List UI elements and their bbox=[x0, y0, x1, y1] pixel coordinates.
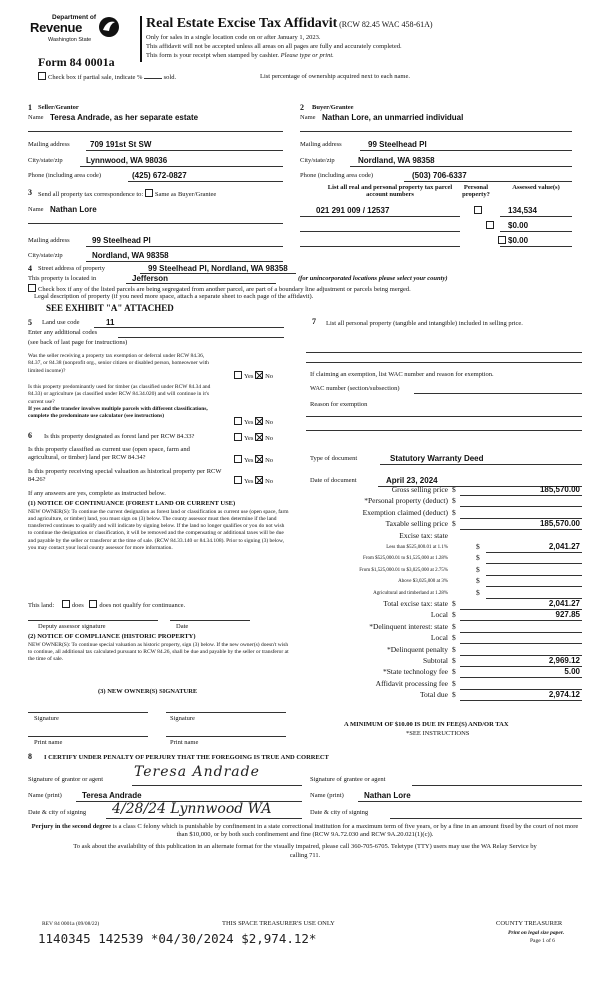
parcel-row-2-personal-checkbox[interactable] bbox=[486, 221, 494, 229]
grantee-name-rule bbox=[358, 801, 582, 802]
doc-type[interactable]: Statutory Warranty Deed bbox=[390, 454, 484, 463]
sec6-q3-yes-checkbox[interactable] bbox=[234, 476, 242, 484]
parcel-row-1-rule bbox=[300, 216, 460, 217]
tax-row-dollar: $ bbox=[452, 656, 456, 665]
sec6-q3-no-checkbox[interactable] bbox=[255, 476, 263, 484]
tax-calculation-table bbox=[300, 486, 582, 711]
sec6-q2-answer bbox=[234, 455, 273, 464]
buyer-city-rule bbox=[350, 166, 572, 167]
sec6-q3-answer bbox=[234, 476, 273, 485]
segregation-checkbox[interactable] bbox=[28, 284, 36, 292]
seller-city-rule bbox=[80, 166, 283, 167]
header-line-3-text: This form is your receipt when stamped by cashier. bbox=[146, 52, 280, 59]
tax-row-label: From $525,000.01 to $1,525,000 at 1.28% bbox=[363, 556, 448, 562]
owner-print-rule-1 bbox=[28, 736, 148, 737]
seller-phone-rule bbox=[128, 181, 283, 182]
perjury-text: is a class C felony which is punishable by confinement in a state correctional institution for a maximum term of five years, or by a fine in an amount fixed by the court of not more than $10,000, or by both such confinement and fine (RCW 9A.72.030 and RCW 9A.20.021(1)(c)). bbox=[110, 823, 579, 839]
sec3-mail-rule bbox=[86, 246, 283, 247]
seller-city-label: City/state/zip bbox=[28, 157, 63, 164]
parcel-row-2-value-rule bbox=[500, 231, 572, 232]
same-as-buyer-label: Same as Buyer/Grantee bbox=[154, 191, 217, 198]
tax-row-dollar: $ bbox=[452, 507, 456, 517]
unincorporated-note: (for unincorporated locations please select your county) bbox=[298, 275, 448, 282]
this-land-label: This land: bbox=[28, 602, 55, 609]
located-in-label: This property is located in bbox=[28, 275, 97, 282]
perjury-bold: Perjury in the second degree bbox=[31, 823, 111, 830]
tax-row-value[interactable]: 2,974.12 bbox=[548, 690, 580, 700]
tax-row-dollar: $ bbox=[452, 690, 456, 700]
tax-row-rule bbox=[460, 643, 582, 644]
grantor-sig-label: Signature of grantor or agent bbox=[28, 776, 104, 783]
no-text: No bbox=[265, 478, 274, 485]
logo-state: Washington State bbox=[48, 37, 92, 43]
exhibit-attached[interactable]: SEE EXHIBIT "A" ATTACHED bbox=[46, 303, 174, 313]
tax-row-label: *Delinquent interest: state bbox=[369, 621, 448, 631]
tax-row-rule bbox=[460, 632, 582, 633]
county-treasurer: COUNTY TREASURER bbox=[496, 920, 563, 927]
land-not-qualify-label: does not qualify for continuance. bbox=[99, 602, 186, 609]
tax-row-rule bbox=[486, 552, 582, 553]
partial-sale-label: Check box if partial sale, indicate % bbox=[48, 74, 143, 81]
tax-row-value[interactable]: 2,041.27 bbox=[548, 542, 580, 551]
partial-sale-row bbox=[38, 72, 176, 81]
sec4-number: 4 bbox=[28, 264, 32, 273]
land-use-label: Land use code bbox=[42, 319, 80, 326]
segregation-label: Check box if any of the listed parcels are being segregated from another parcel, are part of a boundary line adjustment or parcels being merged. bbox=[38, 286, 411, 293]
tax-row-value[interactable]: 185,570.00 bbox=[539, 485, 580, 494]
grantor-signature-mark: Teresa Andrade bbox=[134, 764, 260, 780]
doc-type-label: Type of document bbox=[310, 455, 358, 462]
grantee-date-label: Date & city of signing bbox=[310, 809, 369, 816]
sec3-city[interactable]: Nordland, WA 98358 bbox=[92, 251, 169, 260]
seller-mail[interactable]: 709 191st St SW bbox=[90, 140, 152, 149]
tax-row-dollar: $ bbox=[452, 496, 456, 506]
tax-row-value[interactable]: 927.85 bbox=[555, 610, 580, 620]
sec5-number: 5 bbox=[28, 318, 32, 327]
tax-row-dollar: $ bbox=[476, 576, 480, 586]
sec3-row bbox=[38, 189, 216, 198]
tax-row-label: *State technology fee bbox=[383, 667, 448, 677]
buyer-mail-label: Mailing address bbox=[300, 141, 342, 148]
doc-type-rule bbox=[380, 464, 582, 465]
no-text: No bbox=[265, 435, 274, 442]
same-as-buyer-checkbox[interactable] bbox=[145, 189, 153, 197]
buyer-phone-label: Phone (including area code) bbox=[300, 172, 374, 179]
tax-row-value[interactable]: 2,041.27 bbox=[548, 599, 580, 608]
reason-rule-1 bbox=[306, 416, 582, 417]
land-use-rule bbox=[94, 327, 284, 328]
parcel-row-1-personal-checkbox[interactable] bbox=[474, 206, 482, 214]
deputy-signature-rule bbox=[28, 620, 158, 621]
tax-row-dollar: $ bbox=[476, 542, 480, 551]
alt-format-note: To ask about the availability of this publication in an alternate format for the visually impaired, please call 360-705-6705. Teletype (TTY) users may use the WA Relay Service by calling 711. bbox=[73, 843, 537, 860]
tax-row-dollar: $ bbox=[476, 564, 480, 574]
treasurer-use: THIS SPACE TREASURER'S USE ONLY bbox=[222, 920, 335, 927]
sec6-q2-yes-checkbox[interactable] bbox=[234, 455, 242, 463]
grantee-sig-rule bbox=[412, 785, 582, 786]
grantee-name-label: Name (print) bbox=[310, 792, 344, 799]
sec3-mail-label: Mailing address bbox=[28, 237, 70, 244]
sec5-q1-answer bbox=[234, 371, 273, 380]
buyer-city-label: City/state/zip bbox=[300, 157, 335, 164]
sec5-q2-answer bbox=[234, 417, 273, 426]
parcel-row-2-value[interactable]: $0.00 bbox=[508, 221, 529, 230]
land-does-checkbox[interactable] bbox=[62, 600, 70, 608]
buyer-phone-rule bbox=[404, 181, 572, 182]
partial-list-note: List percentage of ownership acquired next to each name. bbox=[260, 73, 410, 80]
reason-rule-2 bbox=[306, 430, 582, 431]
grantee-name-print[interactable]: Nathan Lore bbox=[364, 791, 411, 800]
no-text: No bbox=[265, 457, 274, 464]
legal-size-note: Print on legal size paper. bbox=[508, 930, 565, 936]
yes-label: Yes bbox=[244, 419, 254, 426]
header-line-3 bbox=[146, 52, 334, 59]
tax-row-dollar: $ bbox=[452, 519, 456, 529]
tax-row-dollar: $ bbox=[476, 553, 480, 563]
grantor-sig-rule bbox=[132, 785, 302, 786]
sec3-text: Send all property tax correspondence to: bbox=[38, 191, 144, 198]
revenue-swirl-icon bbox=[98, 16, 120, 38]
sec6-if-yes: If any answers are yes, complete as instructed below. bbox=[28, 490, 166, 497]
tax-row-label: *Delinquent penalty bbox=[386, 644, 448, 654]
sec3-city-rule bbox=[86, 261, 283, 262]
sec3-city-label: City/state/zip bbox=[28, 252, 63, 259]
sec5-q1: Was the seller receiving a property tax exemption or deferral under RCW 84.36, 84.37, or 84.38 (nonprofit org., senior citizen or disabled person, homeowner with limited income)? bbox=[28, 353, 209, 374]
owner-sig-rule-1 bbox=[28, 712, 148, 713]
sec1-number: 1 bbox=[28, 103, 32, 112]
tax-row-dollar: $ bbox=[452, 610, 456, 620]
grantor-date-label: Date & city of signing bbox=[28, 809, 87, 816]
land-does-label: does bbox=[71, 602, 84, 609]
tax-row-label: Affidavit processing fee bbox=[375, 678, 448, 688]
tax-row-rule bbox=[460, 700, 582, 701]
perjury-statement bbox=[28, 823, 582, 840]
exemption-reason-label: Reason for exemption bbox=[310, 401, 368, 408]
tax-row-rule bbox=[460, 620, 582, 621]
land-use-code[interactable]: 11 bbox=[106, 318, 115, 327]
tax-row-dollar: $ bbox=[452, 667, 456, 677]
grantor-date-city[interactable]: 4/28/24 Lynnwood WA bbox=[112, 801, 272, 817]
header-line-2: This affidavit will not be accepted unless all areas on all pages are fully and accurately completed. bbox=[146, 43, 402, 50]
grantor-date-rule bbox=[106, 818, 302, 819]
notice-2-title: (2) NOTICE OF COMPLIANCE (HISTORIC PROPERTY) bbox=[28, 633, 196, 640]
deputy-date-rule bbox=[170, 620, 250, 621]
seller-phone-label: Phone (including area code) bbox=[28, 172, 102, 179]
form-title-ref: (RCW 82.45 WAC 458-61A) bbox=[339, 20, 433, 29]
parcel-row-1-value-rule bbox=[500, 216, 572, 217]
sec2-heading: Buyer/Grantee bbox=[312, 104, 354, 111]
header-line-3-italic: Please type or print. bbox=[280, 52, 334, 59]
sec3-name-label: Name bbox=[28, 206, 44, 213]
owner-print-label-1: Print name bbox=[34, 739, 63, 746]
tax-row-dollar: $ bbox=[452, 644, 456, 654]
sec7-number: 7 bbox=[312, 317, 316, 326]
certify-text: I CERTIFY UNDER PENALTY OF PERJURY THAT THE FOREGOING IS TRUE AND CORRECT bbox=[44, 754, 329, 761]
owner-sig-rule-2 bbox=[166, 712, 286, 713]
see-back-note: (see back of last page for instructions) bbox=[28, 339, 128, 346]
revenue-logo bbox=[28, 14, 122, 54]
deputy-date-label: Date bbox=[176, 623, 189, 630]
partial-percent-field[interactable] bbox=[144, 78, 162, 79]
sec3-name[interactable]: Nathan Lore bbox=[50, 205, 97, 214]
grantor-name-print[interactable]: Teresa Andrade bbox=[82, 791, 142, 800]
buyer-mail-rule bbox=[360, 150, 572, 151]
grantee-sig-label: Signature of grantee or agent bbox=[310, 776, 386, 783]
additional-codes-rule bbox=[118, 337, 284, 338]
parcel-row-1-value[interactable]: 134,534 bbox=[508, 206, 537, 215]
tax-row-label: Exemption claimed (deduct) bbox=[362, 507, 448, 517]
tax-row-label: Agricultural and timberland at 1.28% bbox=[373, 590, 448, 596]
buyer-mail[interactable]: 99 Steelhead Pl bbox=[368, 140, 427, 149]
sec6-q2-no-checkbox[interactable] bbox=[255, 455, 263, 463]
yes-text: Yes bbox=[244, 478, 254, 485]
yes-text: Yes bbox=[244, 435, 254, 442]
partial-sold-label: sold. bbox=[163, 74, 177, 81]
tax-row-dollar: $ bbox=[476, 587, 480, 597]
tax-row-rule bbox=[486, 586, 582, 587]
form-title-block bbox=[146, 16, 433, 32]
cashier-stamp: 1140345 142539 *04/30/2024 $2,974.12* bbox=[38, 931, 317, 946]
tax-row-dollar: $ bbox=[452, 678, 456, 688]
buyer-city[interactable]: Nordland, WA 98358 bbox=[358, 156, 435, 165]
tax-row-value[interactable]: 2,969.12 bbox=[548, 656, 580, 665]
tax-row-label: *Personal property (deduct) bbox=[364, 496, 448, 506]
seller-mail-rule bbox=[86, 150, 283, 151]
sec3-number: 3 bbox=[28, 188, 32, 197]
yes-label: Yes bbox=[244, 373, 254, 380]
sec5-q2-yes-checkbox[interactable] bbox=[234, 417, 242, 425]
tax-row-dollar: $ bbox=[452, 485, 456, 494]
form-number: Form 84 0001a bbox=[38, 55, 115, 69]
wac-number-rule bbox=[414, 393, 582, 394]
tax-row-label: Local bbox=[430, 633, 448, 643]
tax-row-dollar: $ bbox=[452, 633, 456, 643]
this-land-row bbox=[28, 600, 185, 609]
land-not-qualify-checkbox[interactable] bbox=[89, 600, 97, 608]
tax-row-dollar: $ bbox=[452, 599, 456, 608]
buyer-name-rule bbox=[300, 131, 572, 132]
sec2-number: 2 bbox=[300, 103, 304, 112]
parcel-row-3-value-rule bbox=[500, 246, 572, 247]
sec6-q1-no-checkbox[interactable] bbox=[255, 433, 263, 441]
tax-row-label: Less than $525,000.01 at 1.1% bbox=[386, 545, 448, 550]
sec5-q2-calculator: If yes and the transfer involves multiple parcels with different classifications, complete the predominate use calculator (see instructions) bbox=[28, 406, 208, 420]
parcel-header-personal: Personal property? bbox=[462, 184, 490, 199]
tax-row-rule bbox=[460, 495, 582, 496]
personal-property-rule-1 bbox=[306, 352, 582, 353]
buyer-name-label: Name bbox=[300, 114, 316, 121]
parcel-row-3-rule bbox=[300, 246, 460, 247]
grantor-name-label: Name (print) bbox=[28, 792, 62, 799]
parcel-row-3-personal-checkbox[interactable] bbox=[498, 236, 506, 244]
tax-row-label: Taxable selling price bbox=[385, 519, 448, 529]
county-select[interactable]: Jefferson bbox=[132, 274, 169, 283]
logo-revenue: Revenue bbox=[30, 20, 83, 35]
tax-row-rule bbox=[460, 506, 582, 507]
parcel-row-1-number[interactable]: 021 291 009 / 12537 bbox=[316, 206, 390, 215]
notice-1-title: (1) NOTICE OF CONTINUANCE (FOREST LAND OR CURRENT USE) bbox=[28, 500, 236, 507]
seller-city[interactable]: Lynnwood, WA 98036 bbox=[86, 156, 168, 165]
notice-3-title: (3) NEW OWNER(S) SIGNATURE bbox=[98, 688, 198, 695]
tax-row-dollar: $ bbox=[452, 621, 456, 631]
no-label: No bbox=[265, 419, 274, 426]
sec7-text: List all personal property (tangible and intangible) included in selling price. bbox=[326, 320, 523, 327]
tax-row-rule bbox=[486, 575, 582, 576]
owner-sig-label-1: Signature bbox=[34, 715, 59, 722]
owner-sig-label-2: Signature bbox=[170, 715, 195, 722]
grantor-signature[interactable] bbox=[134, 764, 304, 786]
tax-row-value[interactable]: 185,570.00 bbox=[539, 519, 580, 529]
owner-print-label-2: Print name bbox=[170, 739, 199, 746]
buyer-phone[interactable]: (503) 706-6337 bbox=[412, 171, 467, 180]
tax-row-label: Local bbox=[430, 610, 448, 620]
minimum-fee-note: A MINIMUM OF $10.00 IS DUE IN FEE(S) AND/OR TAX bbox=[344, 721, 509, 728]
parcel-header-numbers: List all real and personal property tax parcel account numbers bbox=[327, 184, 453, 199]
doc-date-label: Date of document bbox=[310, 477, 357, 484]
sec8-number: 8 bbox=[28, 752, 32, 761]
sec6-q3: Is this property receiving special valuation as historical property per RCW 84.26? bbox=[28, 468, 222, 484]
tax-row-rule bbox=[460, 529, 582, 530]
sec5-q1-no-checkbox[interactable] bbox=[255, 371, 263, 379]
buyer-name[interactable]: Nathan Lore, an unmarried individual bbox=[322, 113, 464, 122]
wac-number-label: WAC number (section/subsection) bbox=[310, 385, 400, 392]
notice-1-body: NEW OWNER(S): To continue the current designation as forest land or classification as current use (open space, farm and agriculture, or timber) land, you must sign on (3) below. The county assessor must then determine if the land transferred continues to qualify and will indicate by signing below. If the land no longer qualifies or you do not wish to continue the designation or classification, it will be removed and the compensating or additional taxes will be due and payable by the seller or transferor at the time of sale. (RCW 84.33.140 or 84.34.108). Prior to signing (3) below, you may contact your local county assessor for more information. bbox=[28, 509, 289, 551]
tax-row-label: Subtotal bbox=[422, 656, 448, 665]
rev-number: REV 84 0001a (09/08/22) bbox=[42, 921, 100, 927]
tax-row-rule bbox=[486, 563, 582, 564]
property-address[interactable]: 99 Steelhead Pl, Nordland, WA 98358 bbox=[148, 264, 288, 273]
sec3-name-rule bbox=[28, 223, 283, 224]
seller-mail-label: Mailing address bbox=[28, 141, 70, 148]
header-line-1: Only for sales in a single location code on or after January 1, 2023. bbox=[146, 34, 321, 41]
form-title: Real Estate Excise Tax Affidavit bbox=[146, 16, 338, 31]
tax-row-label: From $1,525,000.01 to $3,025,000 at 2.75% bbox=[359, 567, 448, 573]
notice-2-body: NEW OWNER(S): To continue special valuation as historic property, sign (3) below. If the new owner(s) doesn't wish to continue, all additional tax calculated pursuant to RCW 84.26, shall be due and payable by the seller or transferor at the time of sale. bbox=[28, 642, 289, 663]
tax-row-value[interactable]: 5.00 bbox=[564, 667, 580, 677]
header-rule bbox=[140, 16, 142, 62]
seller-name-rule bbox=[28, 131, 283, 132]
partial-sale-checkbox[interactable] bbox=[38, 72, 46, 80]
tax-row-label: Gross selling price bbox=[391, 485, 448, 494]
page-number: Page 1 of 6 bbox=[530, 938, 555, 944]
sec1-heading: Seller/Grantor bbox=[38, 104, 79, 111]
deputy-signature-label: Deputy assessor signature bbox=[38, 623, 106, 630]
parcel-row-2-rule bbox=[300, 231, 460, 232]
sec6-q1-yes-checkbox[interactable] bbox=[234, 433, 242, 441]
sec6-q1-answer bbox=[234, 433, 273, 442]
exemption-label: If claiming an exemption, list WAC number and reason for exemption. bbox=[310, 371, 494, 378]
doc-date[interactable]: April 23, 2024 bbox=[386, 476, 438, 485]
owner-print-rule-2 bbox=[166, 736, 286, 737]
seller-name-label: Name bbox=[28, 114, 44, 121]
grantee-date-rule bbox=[390, 818, 582, 819]
parcel-row-3-value[interactable]: $0.00 bbox=[508, 236, 529, 245]
yes-text: Yes bbox=[244, 457, 254, 464]
logo-dept: Department of bbox=[52, 14, 97, 21]
tax-row-label: Excise tax: state bbox=[399, 530, 448, 540]
legal-description-label: Legal description of property (if you need more space, attach a separate sheet to each page of the affidavit). bbox=[34, 293, 314, 300]
sec6-number: 6 bbox=[28, 431, 32, 440]
tax-row-rule bbox=[460, 677, 582, 678]
personal-property-rule-2 bbox=[306, 362, 582, 363]
sec6-q1: Is this property designated as forest land per RCW 84.33? bbox=[44, 433, 195, 440]
no-label: No bbox=[265, 373, 274, 380]
sec3-mail[interactable]: 99 Steelhead Pl bbox=[92, 236, 151, 245]
seller-phone[interactable]: (425) 672-0827 bbox=[132, 171, 187, 180]
sec5-q2-no-checkbox[interactable] bbox=[255, 417, 263, 425]
sec5-q2: Is this property predominantly used for timber (as classified under RCW 84.34 and 84.33) or agriculture (as classified under RCW 84.34.020) and will continue in it's current use? bbox=[28, 384, 211, 405]
sec6-q2: Is this property classified as current use (open space, farm and agricultural, or timber) land per RCW 84.34? bbox=[28, 446, 190, 462]
seller-name[interactable]: Teresa Andrade, as her separate estate bbox=[50, 113, 199, 122]
tax-row-label: Above $3,025,000 at 3% bbox=[398, 579, 448, 585]
tax-row-label: Total excise tax: state bbox=[383, 599, 448, 608]
parcel-header-assessed: Assessed value(s) bbox=[512, 184, 560, 191]
sec4-label: Street address of property bbox=[38, 265, 105, 272]
additional-codes-label: Enter any additional codes bbox=[28, 329, 98, 336]
see-instructions-note: *SEE INSTRUCTIONS bbox=[406, 730, 470, 737]
tax-row-label: Total due bbox=[419, 690, 448, 700]
sec5-q1-yes-checkbox[interactable] bbox=[234, 371, 242, 379]
